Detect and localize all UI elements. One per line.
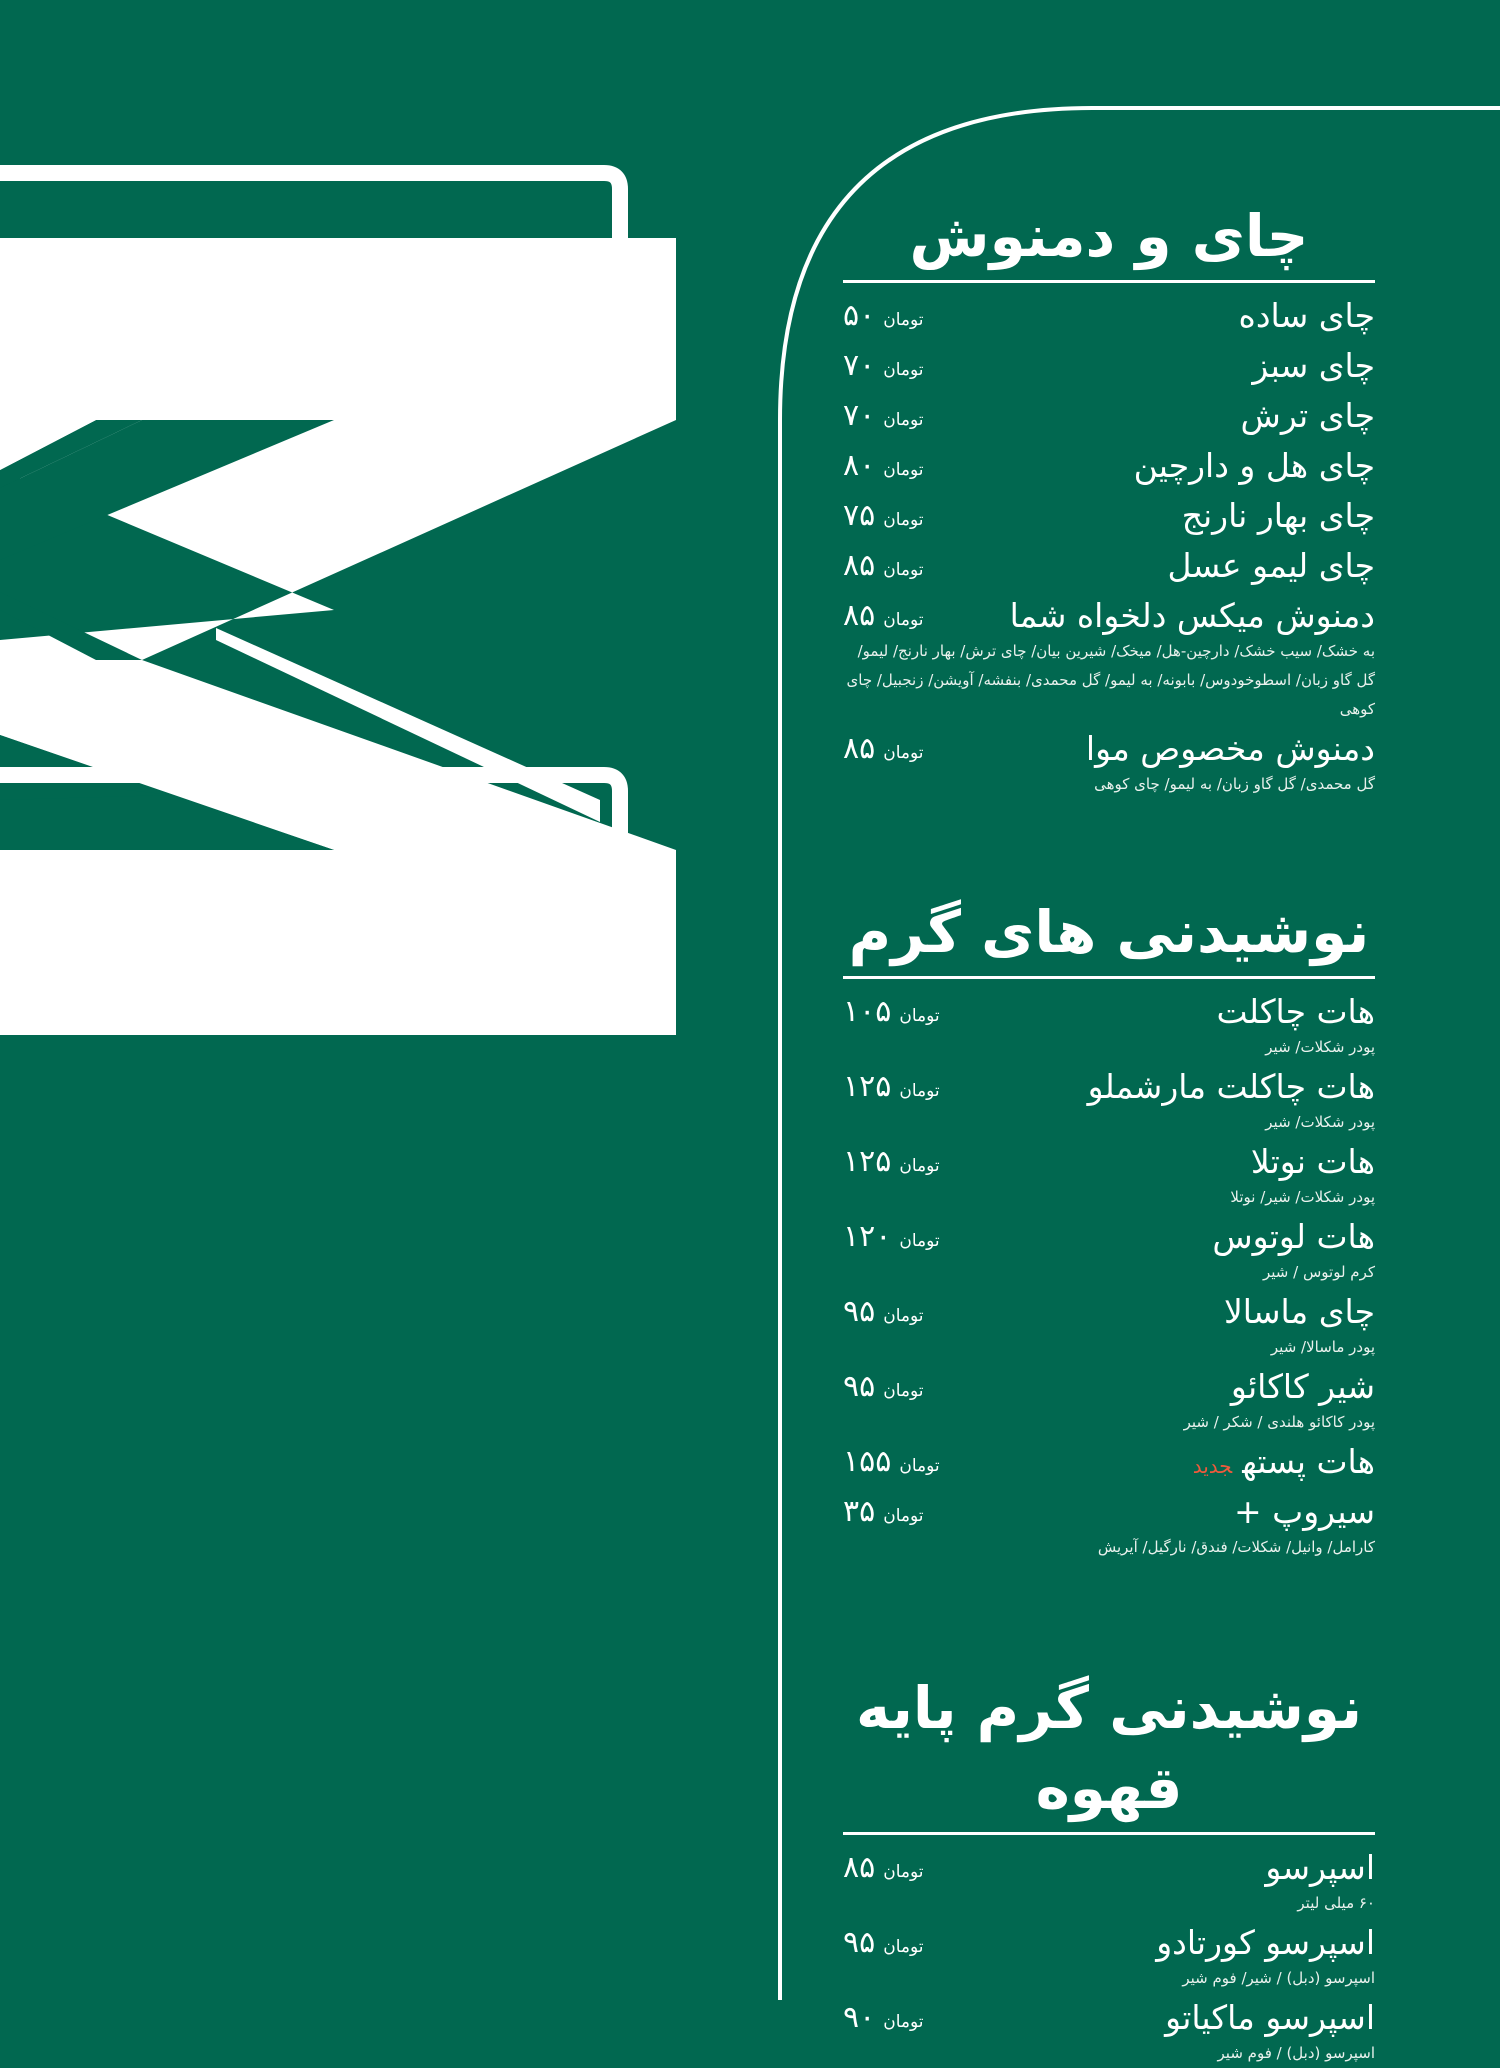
menu-item-price bbox=[843, 541, 924, 595]
price-value: ۱۲۰ bbox=[843, 1219, 892, 1254]
menu-item-name-text: اسپرسو bbox=[1265, 1848, 1375, 1887]
menu-item-row bbox=[843, 1918, 1375, 1968]
menu-item bbox=[843, 491, 1375, 541]
price-value: ۹۵ bbox=[843, 1294, 876, 1329]
menu-item-description: گل محمدی/ گل گاو زبان/ به لیمو/ چای کوهی bbox=[1094, 775, 1375, 793]
menu-item-row bbox=[843, 1287, 1375, 1337]
menu-item-price bbox=[843, 291, 924, 345]
price-value: ۷۰ bbox=[843, 348, 876, 383]
menu-item-description: پودر ماسالا/ شیر bbox=[1270, 1338, 1375, 1356]
price-value: ۷۵ bbox=[843, 498, 876, 533]
section-items bbox=[843, 291, 1375, 799]
price-unit: تومان bbox=[899, 1156, 940, 1176]
menu-item-name bbox=[1088, 1062, 1375, 1112]
menu-item-name bbox=[1165, 1993, 1375, 2043]
menu-item-name-text: چای ماسالا bbox=[1223, 1292, 1375, 1331]
menu-item bbox=[843, 1137, 1375, 1212]
menu-item-price bbox=[843, 1212, 940, 1266]
menu-item-price bbox=[843, 1362, 924, 1416]
menu-item-price bbox=[843, 1062, 940, 1116]
menu-item-price bbox=[843, 491, 924, 545]
section-divider bbox=[843, 1832, 1375, 1835]
menu-item-name bbox=[1193, 1437, 1375, 1491]
menu-item-name-text: چای سبز bbox=[1252, 346, 1375, 385]
price-unit: تومان bbox=[883, 460, 924, 480]
price-value: ۱۵۵ bbox=[843, 1444, 892, 1479]
menu-item-name-text: چای لیمو عسل bbox=[1167, 546, 1375, 585]
price-unit: تومان bbox=[883, 1506, 924, 1526]
menu-item-name-text: دمنوش مخصوص موا bbox=[1085, 729, 1375, 768]
menu-item-name bbox=[1252, 341, 1375, 391]
menu-item-name bbox=[1212, 1212, 1375, 1262]
menu-item bbox=[843, 1487, 1375, 1562]
menu-item-name bbox=[1010, 591, 1375, 641]
menu-item-description: اسپرسو (دبل) / شیر/ فوم شیر bbox=[1182, 1969, 1375, 1987]
price-unit: تومان bbox=[883, 510, 924, 530]
menu-item-name-text: هات چاکلت مارشملو bbox=[1087, 1067, 1375, 1106]
menu-item-name-text: سیروپ + bbox=[1234, 1492, 1375, 1531]
menu-item-row bbox=[843, 1993, 1375, 2043]
price-value: ۹۵ bbox=[843, 1369, 876, 1404]
price-unit: تومان bbox=[883, 360, 924, 380]
menu-item-row bbox=[843, 441, 1375, 491]
menu-item bbox=[843, 1212, 1375, 1287]
price-value: ۸۵ bbox=[843, 1850, 876, 1885]
price-value: ۷۰ bbox=[843, 398, 876, 433]
section-title: چای و دمنوش bbox=[909, 202, 1309, 270]
price-value: ۸۵ bbox=[843, 548, 876, 583]
menu-item-name bbox=[1231, 1362, 1375, 1412]
menu-item-description: کارامل/ وانیل/ شکلات/ فندق/ نارگیل/ آیریش bbox=[1097, 1538, 1375, 1556]
menu-item-price bbox=[843, 987, 940, 1041]
menu-item-description: پودر شکلات/ شیر bbox=[1265, 1038, 1375, 1056]
menu-item-row bbox=[843, 591, 1375, 641]
price-unit: تومان bbox=[883, 610, 924, 630]
section-items bbox=[843, 1843, 1375, 2068]
menu-item-price bbox=[843, 1843, 924, 1897]
section-title: نوشیدنی های گرم bbox=[848, 898, 1370, 966]
menu-item-row bbox=[843, 1843, 1375, 1893]
menu-item bbox=[843, 1993, 1375, 2068]
menu-item bbox=[843, 1362, 1375, 1437]
menu-item bbox=[843, 1918, 1375, 1993]
menu-item-price bbox=[843, 441, 924, 495]
menu-item-price bbox=[843, 391, 924, 445]
menu-item-description: ۶۰ میلی لیتر bbox=[1297, 1894, 1375, 1912]
menu-item bbox=[843, 1062, 1375, 1137]
menu-item-row bbox=[843, 1362, 1375, 1412]
menu-item-name bbox=[1167, 541, 1375, 591]
price-unit: تومان bbox=[883, 1381, 924, 1401]
price-value: ۸۰ bbox=[843, 448, 876, 483]
menu-item-description: پودر کاکائو هلندی / شکر / شیر bbox=[1183, 1413, 1375, 1431]
menu-item bbox=[843, 591, 1375, 724]
menu-item-name-text: هات چاکلت bbox=[1216, 992, 1375, 1031]
price-unit: تومان bbox=[883, 1862, 924, 1882]
menu-item-row bbox=[843, 1137, 1375, 1187]
menu-section-hot-drinks bbox=[843, 892, 1375, 1562]
menu-item-name-text: هات پسته bbox=[1242, 1442, 1375, 1481]
menu-item-name-text: هات نوتلا bbox=[1250, 1142, 1375, 1181]
menu-item-name bbox=[1156, 1918, 1375, 1968]
menu-item-row bbox=[843, 724, 1375, 774]
menu-item-name-text: هات لوتوس bbox=[1212, 1217, 1375, 1256]
price-unit: تومان bbox=[883, 310, 924, 330]
price-value: ۸۵ bbox=[843, 731, 876, 766]
menu-item-row bbox=[843, 1212, 1375, 1262]
menu-section-tea bbox=[843, 196, 1375, 799]
menu-item-name-text: چای ساده bbox=[1238, 296, 1375, 335]
menu-item bbox=[843, 1437, 1375, 1487]
menu-item bbox=[843, 1843, 1375, 1918]
section-divider bbox=[843, 976, 1375, 979]
price-unit: تومان bbox=[899, 1006, 940, 1026]
menu-item-name bbox=[1224, 1287, 1375, 1337]
menu-item-price bbox=[843, 341, 924, 395]
menu-item bbox=[843, 291, 1375, 341]
price-value: ۱۲۵ bbox=[843, 1069, 892, 1104]
menu-item bbox=[843, 341, 1375, 391]
price-unit: تومان bbox=[883, 743, 924, 763]
price-value: ۹۰ bbox=[843, 2000, 876, 2035]
menu-item-price bbox=[843, 1918, 924, 1972]
section-divider bbox=[843, 280, 1375, 283]
menu-item-price bbox=[843, 1487, 924, 1541]
menu-item-row bbox=[843, 341, 1375, 391]
menu-item-name bbox=[1234, 1487, 1375, 1537]
menu-item-description: پودر شکلات/ شیر bbox=[1265, 1113, 1375, 1131]
menu-item-price bbox=[843, 724, 924, 778]
menu-item-row bbox=[843, 491, 1375, 541]
menu-item-name bbox=[1239, 291, 1375, 341]
menu-section-coffee-hot bbox=[843, 1668, 1375, 2068]
menu-item bbox=[843, 541, 1375, 591]
price-value: ۹۵ bbox=[843, 1925, 876, 1960]
menu-item-row bbox=[843, 1487, 1375, 1537]
menu-item-row bbox=[843, 1062, 1375, 1112]
menu-item-row bbox=[843, 987, 1375, 1037]
price-value: ۱۲۵ bbox=[843, 1144, 892, 1179]
menu-item-name bbox=[1265, 1843, 1375, 1893]
menu-item bbox=[843, 391, 1375, 441]
section-items bbox=[843, 987, 1375, 1562]
menu-item-name-text: دمنوش میکس دلخواه شما bbox=[1009, 596, 1375, 635]
menu-item bbox=[843, 1287, 1375, 1362]
menu-item-description: پودر شکلات/ شیر/ نوتلا bbox=[1230, 1188, 1375, 1206]
menu-item-price bbox=[843, 1437, 940, 1491]
price-unit: تومان bbox=[883, 560, 924, 580]
menu-item-name-text: چای هل و دارچین bbox=[1133, 446, 1375, 485]
menu-item bbox=[843, 441, 1375, 491]
price-unit: تومان bbox=[899, 1456, 940, 1476]
menu-item-price bbox=[843, 591, 924, 645]
menu-item-description: به خشک/ سیب خشک/ دارچین-هل/ میخک/ شیرین بیان/ چای ترش/ بهار نارنج/ لیمو/ گل گاو زبان/ اسطوخودوس/ بابونه/ به لیمو/ گل محمدی/ بنفشه/ آویشن/ زنجبیل/ چای کوهی bbox=[846, 642, 1375, 718]
price-unit: تومان bbox=[883, 1306, 924, 1326]
menu-item-price bbox=[843, 1993, 924, 2047]
new-badge: جدید bbox=[1192, 1454, 1233, 1478]
menu-item-name-text: چای بهار نارنج bbox=[1181, 496, 1375, 535]
menu-item-name bbox=[1134, 441, 1375, 491]
menu-item bbox=[843, 724, 1375, 799]
menu-item-row bbox=[843, 391, 1375, 441]
section-title: نوشیدنی گرم پایه قهوه bbox=[855, 1674, 1363, 1822]
menu-item-name-text: اسپرسو ماکیاتو bbox=[1165, 1998, 1375, 2037]
menu-item-name bbox=[1241, 391, 1375, 441]
menu-item-name bbox=[1251, 1137, 1375, 1187]
menu-item-name bbox=[1086, 724, 1375, 774]
price-value: ۵۰ bbox=[843, 298, 876, 333]
menu-item-description: کرم لوتوس / شیر bbox=[1263, 1263, 1375, 1281]
menu-item bbox=[843, 987, 1375, 1062]
price-unit: تومان bbox=[883, 1937, 924, 1957]
menu-item-price bbox=[843, 1137, 940, 1191]
menu-item-name bbox=[1216, 987, 1375, 1037]
menu-item-name-text: چای ترش bbox=[1240, 396, 1375, 435]
price-value: ۳۵ bbox=[843, 1494, 876, 1529]
menu-item-name bbox=[1182, 491, 1375, 541]
menu-item-name-text: اسپرسو کورتادو bbox=[1156, 1923, 1375, 1962]
price-unit: تومان bbox=[899, 1081, 940, 1101]
menu-item-name-text: شیر کاکائو bbox=[1230, 1367, 1375, 1406]
price-unit: تومان bbox=[883, 410, 924, 430]
price-unit: تومان bbox=[883, 2012, 924, 2032]
price-unit: تومان bbox=[899, 1231, 940, 1251]
price-value: ۸۵ bbox=[843, 598, 876, 633]
menu-item-row bbox=[843, 541, 1375, 591]
menu-item-description: اسپرسو (دبل) / فوم شیر bbox=[1217, 2044, 1375, 2062]
menu-item-row bbox=[843, 1437, 1375, 1487]
menu-item-price bbox=[843, 1287, 924, 1341]
price-value: ۱۰۵ bbox=[843, 994, 892, 1029]
menu-item-row bbox=[843, 291, 1375, 341]
